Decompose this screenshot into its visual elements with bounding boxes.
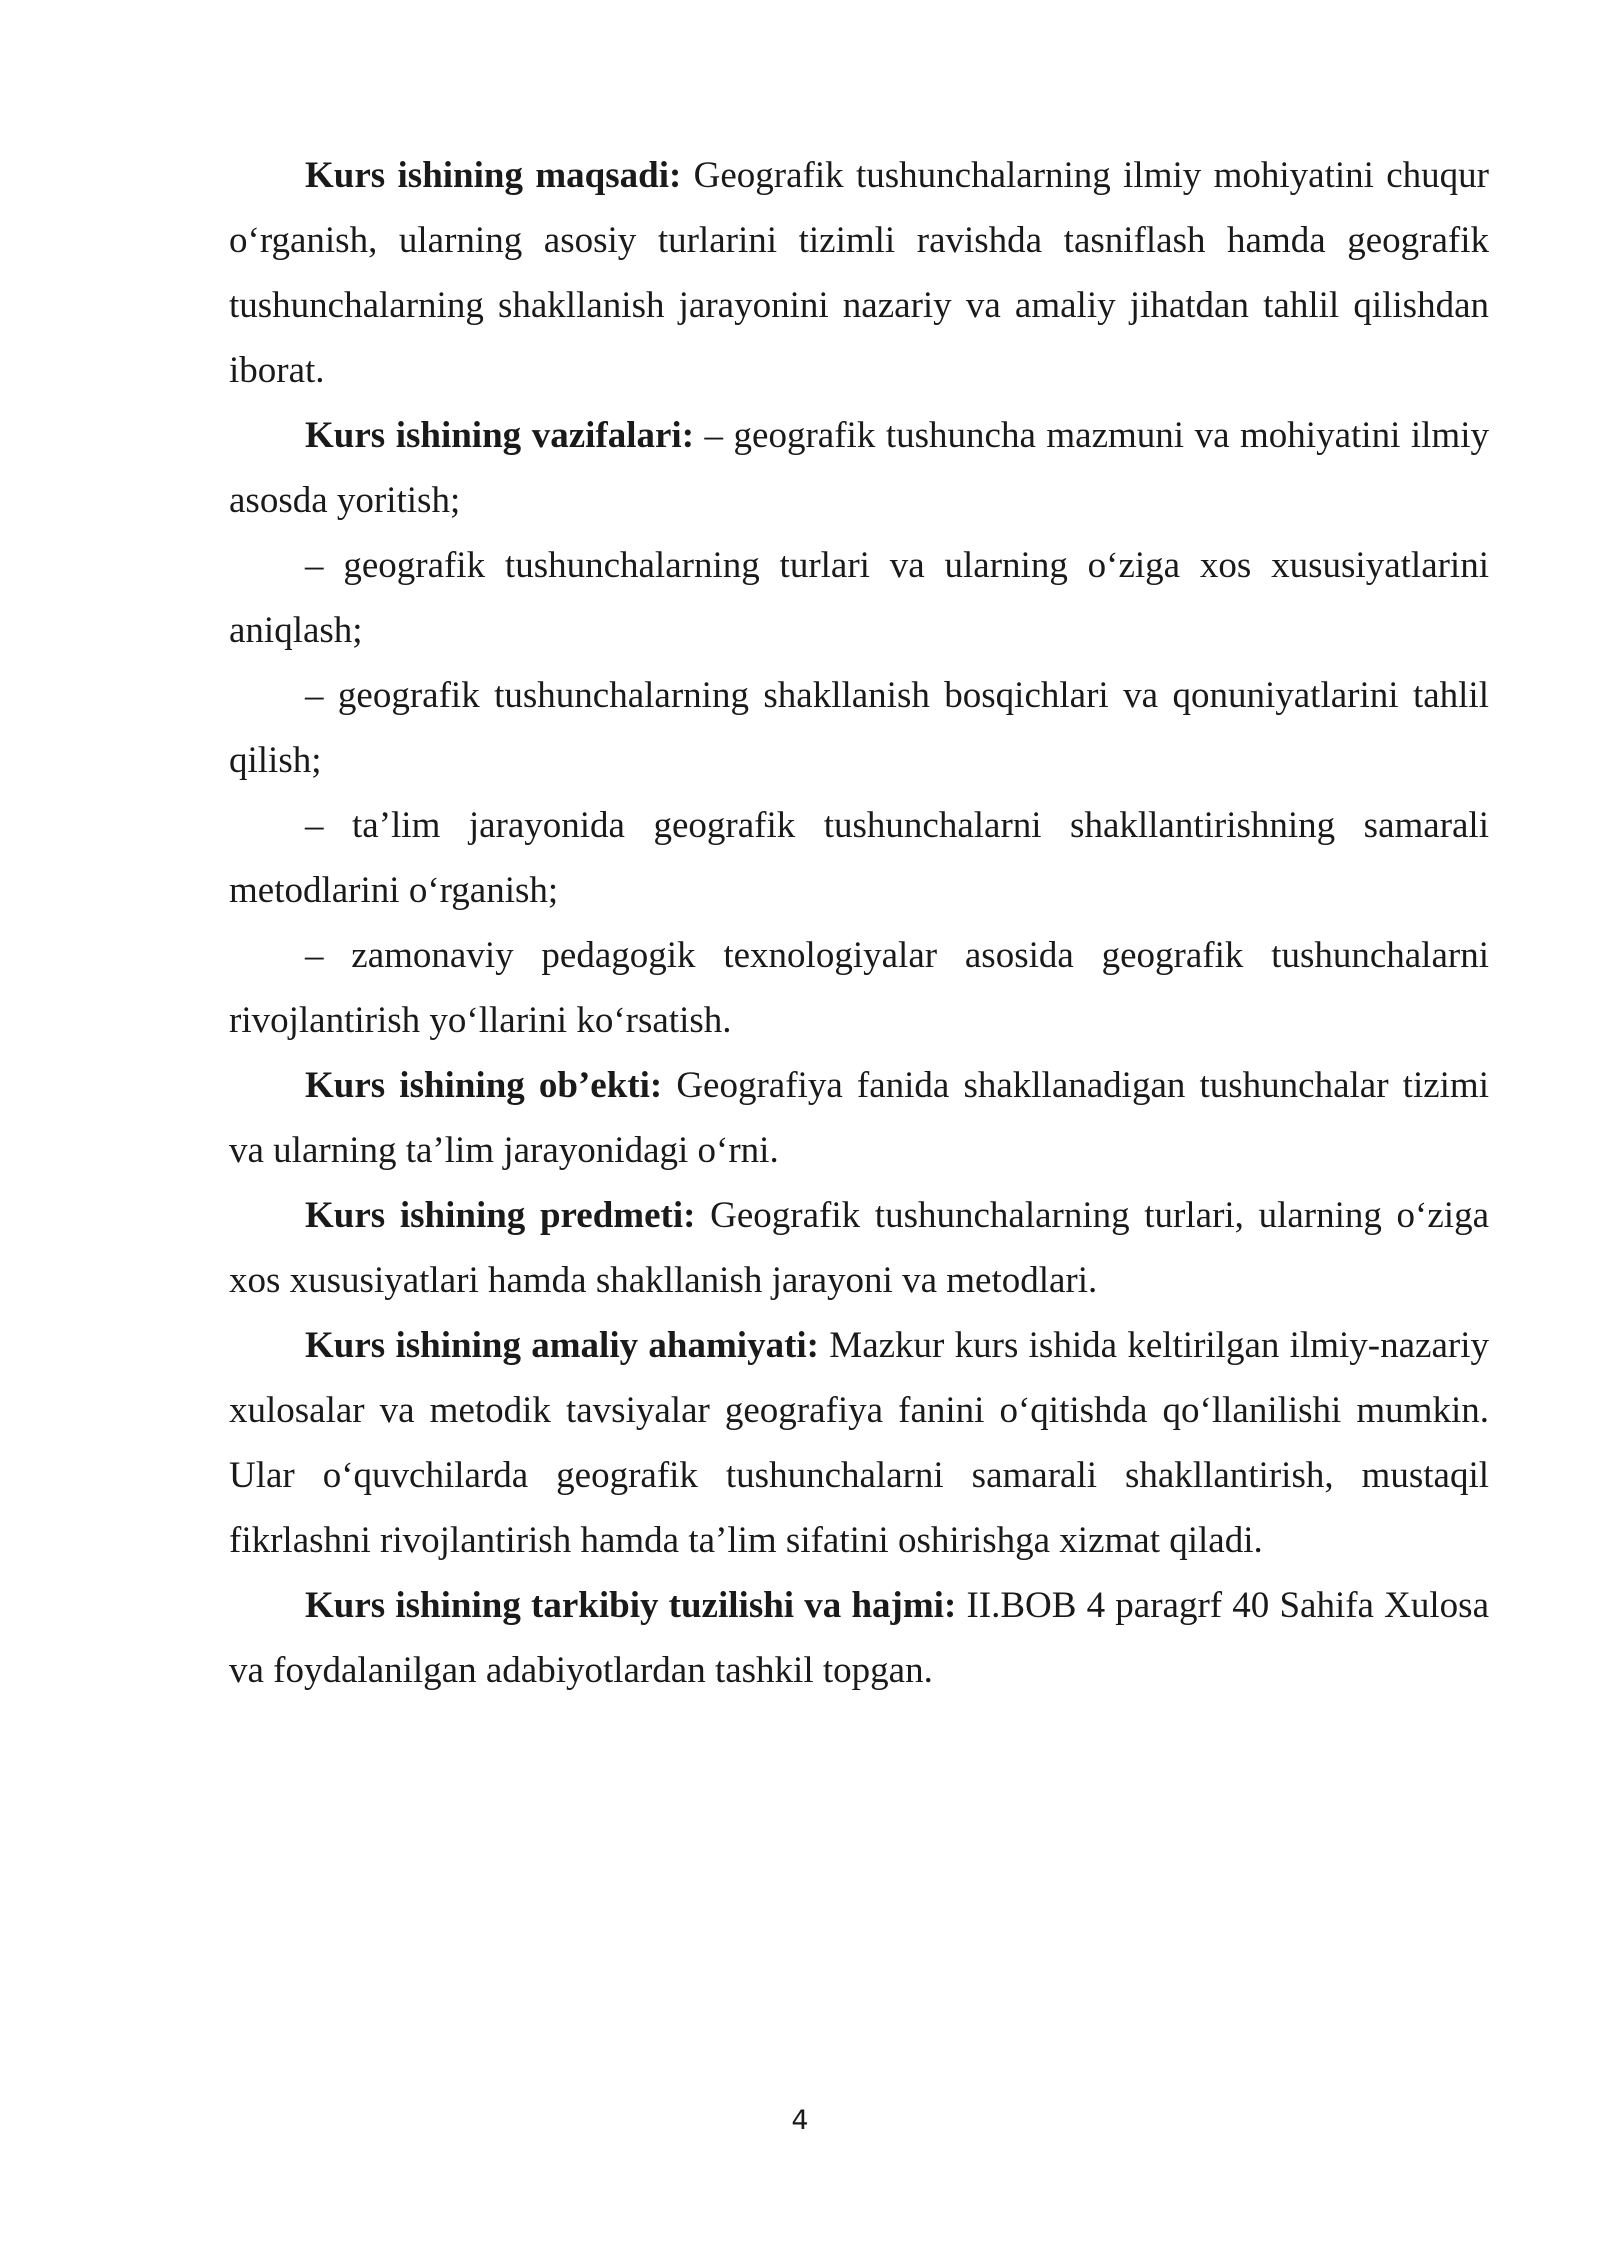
heading-subject: Kurs ishining predmeti:	[305, 1195, 696, 1236]
paragraph-significance	[229, 1313, 1489, 1573]
heading-goal: Kurs ishining maqsadi:	[305, 155, 682, 196]
text-tasks-1: – geografik tushuncha mazmuni va mohiyatini ilmiy asosda yoritish;	[229, 415, 1489, 521]
text-task-3: – geografik tushunchalarning shakllanish bosqichlari va qonuniyatlarini tahlil qilish;	[229, 675, 1489, 781]
text-task-5: – zamonaviy pedagogik texnologiyalar asosida geografik tushunchalarni rivojlantirish yo‘llarini ko‘rsatish.	[229, 935, 1489, 1041]
text-subject: Geografik tushunchalarning turlari, ularning o‘ziga xos xususiyatlari hamda shakllanish jarayoni va metodlari.	[229, 1195, 1490, 1301]
paragraph-goal	[229, 143, 1489, 403]
paragraph-task-3	[229, 663, 1489, 793]
text-structure: II.BOB 4 paragrf 40 Sahifa Xulosa va foydalanilgan adabiyotlardan tashkil topgan.	[229, 1585, 1489, 1691]
heading-object: Kurs ishining ob’ekti:	[305, 1065, 663, 1106]
page-number: 4	[791, 2105, 809, 2136]
text-significance: Mazkur kurs ishida keltirilgan ilmiy-nazariy xulosalar va metodik tavsiyalar geografiya fanini o‘qitishda qo‘llanilishi mumkin. Ular o‘quvchilarda geografik tushunchalarni samarali shakllantirish, mustaqil fikrlashni rivojlantirish hamda ta’lim sifatini oshirishga xizmat qiladi.	[229, 1325, 1489, 1561]
paragraph-object	[229, 1053, 1489, 1183]
paragraph-task-4	[229, 793, 1489, 923]
text-task-2: – geografik tushunchalarning turlari va ularning o‘ziga xos xususiyatlarini aniqlash;	[229, 545, 1489, 651]
paragraph-task-5	[229, 923, 1489, 1053]
heading-significance: Kurs ishining amaliy ahamiyati:	[305, 1325, 819, 1366]
paragraph-subject	[229, 1183, 1489, 1313]
text-task-4: – ta’lim jarayonida geografik tushunchalarni shakllantirishning samarali metodlarini o‘rganish;	[229, 805, 1489, 911]
heading-structure: Kurs ishining tarkibiy tuzilishi va hajmi:	[305, 1585, 957, 1626]
paragraph-tasks	[229, 403, 1489, 533]
paragraph-structure	[229, 1573, 1489, 1703]
paragraph-task-2	[229, 533, 1489, 663]
document-body	[229, 143, 1489, 1703]
heading-tasks: Kurs ishining vazifalari:	[305, 415, 695, 456]
text-goal: Geografik tushunchalarning ilmiy mohiyatini chuqur o‘rganish, ularning asosiy turlarini tizimli ravishda tasniflash hamda geografik tushunchalarning shakllanish jarayonini nazariy va amaliy jihatdan tahlil qilishdan iborat.	[229, 155, 1489, 391]
text-object: Geografiya fanida shakllanadigan tushunchalar tizimi va ularning ta’lim jarayonidagi o‘rni.	[229, 1065, 1489, 1171]
